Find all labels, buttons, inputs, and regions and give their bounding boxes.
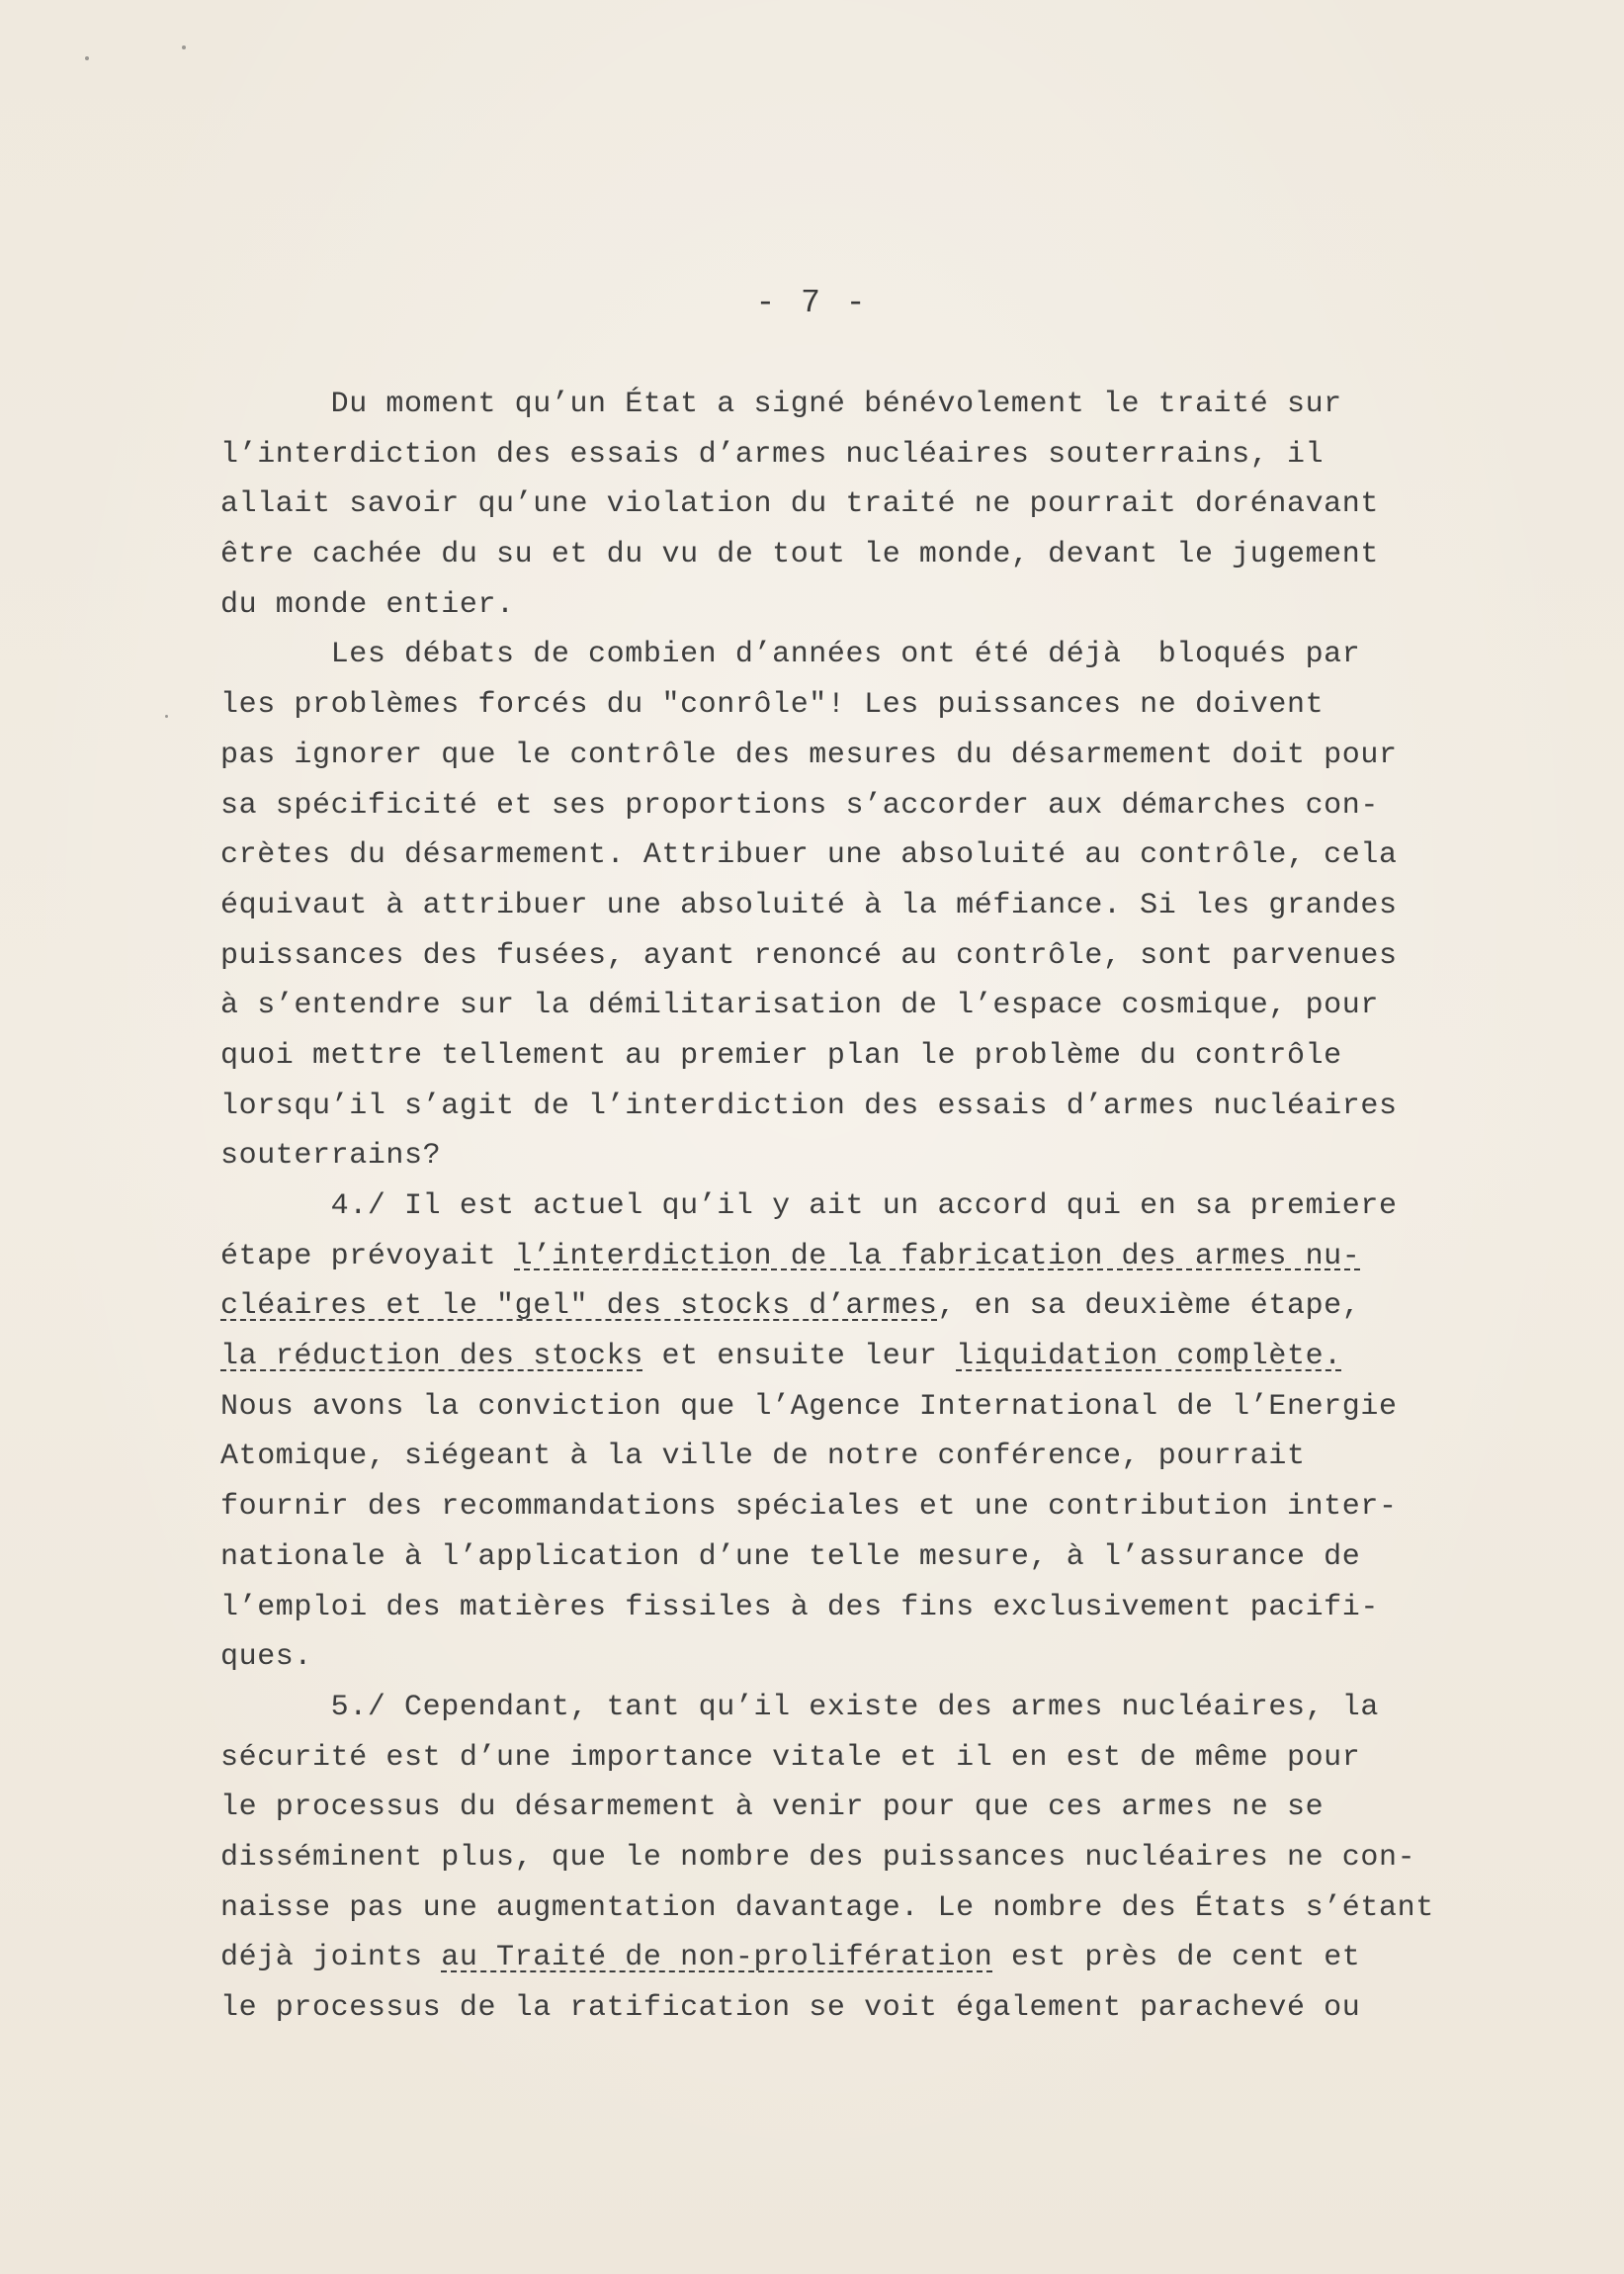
text-line: sécurité est d’une importance vitale et il en est de même pour — [220, 1740, 1361, 1775]
text-line: quoi mettre tellement au premier plan le problème du contrôle — [220, 1038, 1342, 1073]
text-line: puissances des fusées, ayant renoncé au contrôle, sont parvenues — [220, 938, 1398, 973]
text-line: Du moment qu’un État a signé bénévolement le traité sur — [220, 388, 1342, 421]
text-line: être cachée du su et du vu de tout le monde, devant le jugement — [220, 538, 1379, 572]
text-line: nationale à l’application d’une telle mesure, à l’assurance de — [220, 1539, 1361, 1574]
text-line: naisse pas une augmentation davantage. Le nombre des États s’étant — [220, 1890, 1434, 1925]
text-line: l’interdiction des essais d’armes nucléaires souterrains, il — [220, 437, 1325, 472]
text-line-underlined: la réduction des stocks et ensuite leur liquidation complète. — [220, 1340, 1342, 1374]
text-line: le processus de la ratification se voit également parachevé ou — [220, 1991, 1361, 2025]
page-number: - 7 - — [755, 285, 869, 321]
text-line: fournir des recommandations spéciales et une contribution inter- — [220, 1490, 1398, 1525]
paper-speck — [182, 45, 186, 49]
text-line: allait savoir qu’une violation du traité ne pourrait dorénavant — [220, 487, 1379, 522]
text-line: pas ignorer que le contrôle des mesures du désarmement doit pour — [220, 738, 1398, 772]
underlined-phrase: l’interdiction de la fabrication des armes nu- — [514, 1239, 1361, 1273]
text-line: 5./ Cependant, tant qu’il existe des armes nucléaires, la — [220, 1690, 1379, 1724]
text-line: Atomique, siégeant à la ville de notre conférence, pourrait — [220, 1440, 1306, 1474]
underlined-phrase: liquidation complète. — [956, 1340, 1342, 1374]
text-line: l’emploi des matières fissiles à des fins exclusivement pacifi- — [220, 1590, 1379, 1624]
text-line-underlined: étape prévoyait l’interdiction de la fabrication des armes nu- — [220, 1239, 1361, 1273]
paper-speck — [85, 56, 89, 60]
text-line: sa spécificité et ses proportions s’accorder aux démarches con- — [220, 788, 1379, 823]
text-line: à s’entendre sur la démilitarisation de l’espace cosmique, pour — [220, 989, 1379, 1023]
text-line: 4./ Il est actuel qu’il y ait un accord qui en sa premiere — [220, 1189, 1398, 1223]
underlined-phrase: cléaires et le "gel" des stocks d’armes — [220, 1289, 938, 1324]
text-line: Les débats de combien d’années ont été déjà bloqués par — [220, 638, 1361, 672]
text-line: disséminent plus, que le nombre des puissances nucléaires ne con- — [220, 1840, 1416, 1875]
text-line: ques. — [220, 1640, 313, 1675]
text-line: crètes du désarmement. Attribuer une absoluité au contrôle, cela — [220, 838, 1398, 873]
underlined-phrase: la réduction des stocks — [220, 1340, 643, 1374]
underlined-phrase: au Traité de non-prolifération — [441, 1941, 993, 1975]
text-line: du monde entier. — [220, 587, 515, 622]
body-text — [220, 380, 1565, 2034]
paper-speck — [165, 715, 168, 718]
text-line: lorsqu’il s’agit de l’interdiction des essais d’armes nucléaires — [220, 1089, 1398, 1123]
text-line: souterrains? — [220, 1139, 442, 1174]
text-line-underlined: cléaires et le "gel" des stocks d’armes, en sa deuxième étape, — [220, 1289, 1361, 1324]
text-line: équivaut à attribuer une absoluité à la méfiance. Si les grandes — [220, 888, 1398, 922]
text-line-underlined: déjà joints au Traité de non-prolifération est près de cent et — [220, 1941, 1361, 1975]
text-line: le processus du désarmement à venir pour que ces armes ne se — [220, 1791, 1325, 1825]
text-line: Nous avons la conviction que l’Agence International de l’Energie — [220, 1389, 1398, 1424]
text-line: les problèmes forcés du "conrôle"! Les puissances ne doivent — [220, 688, 1325, 723]
